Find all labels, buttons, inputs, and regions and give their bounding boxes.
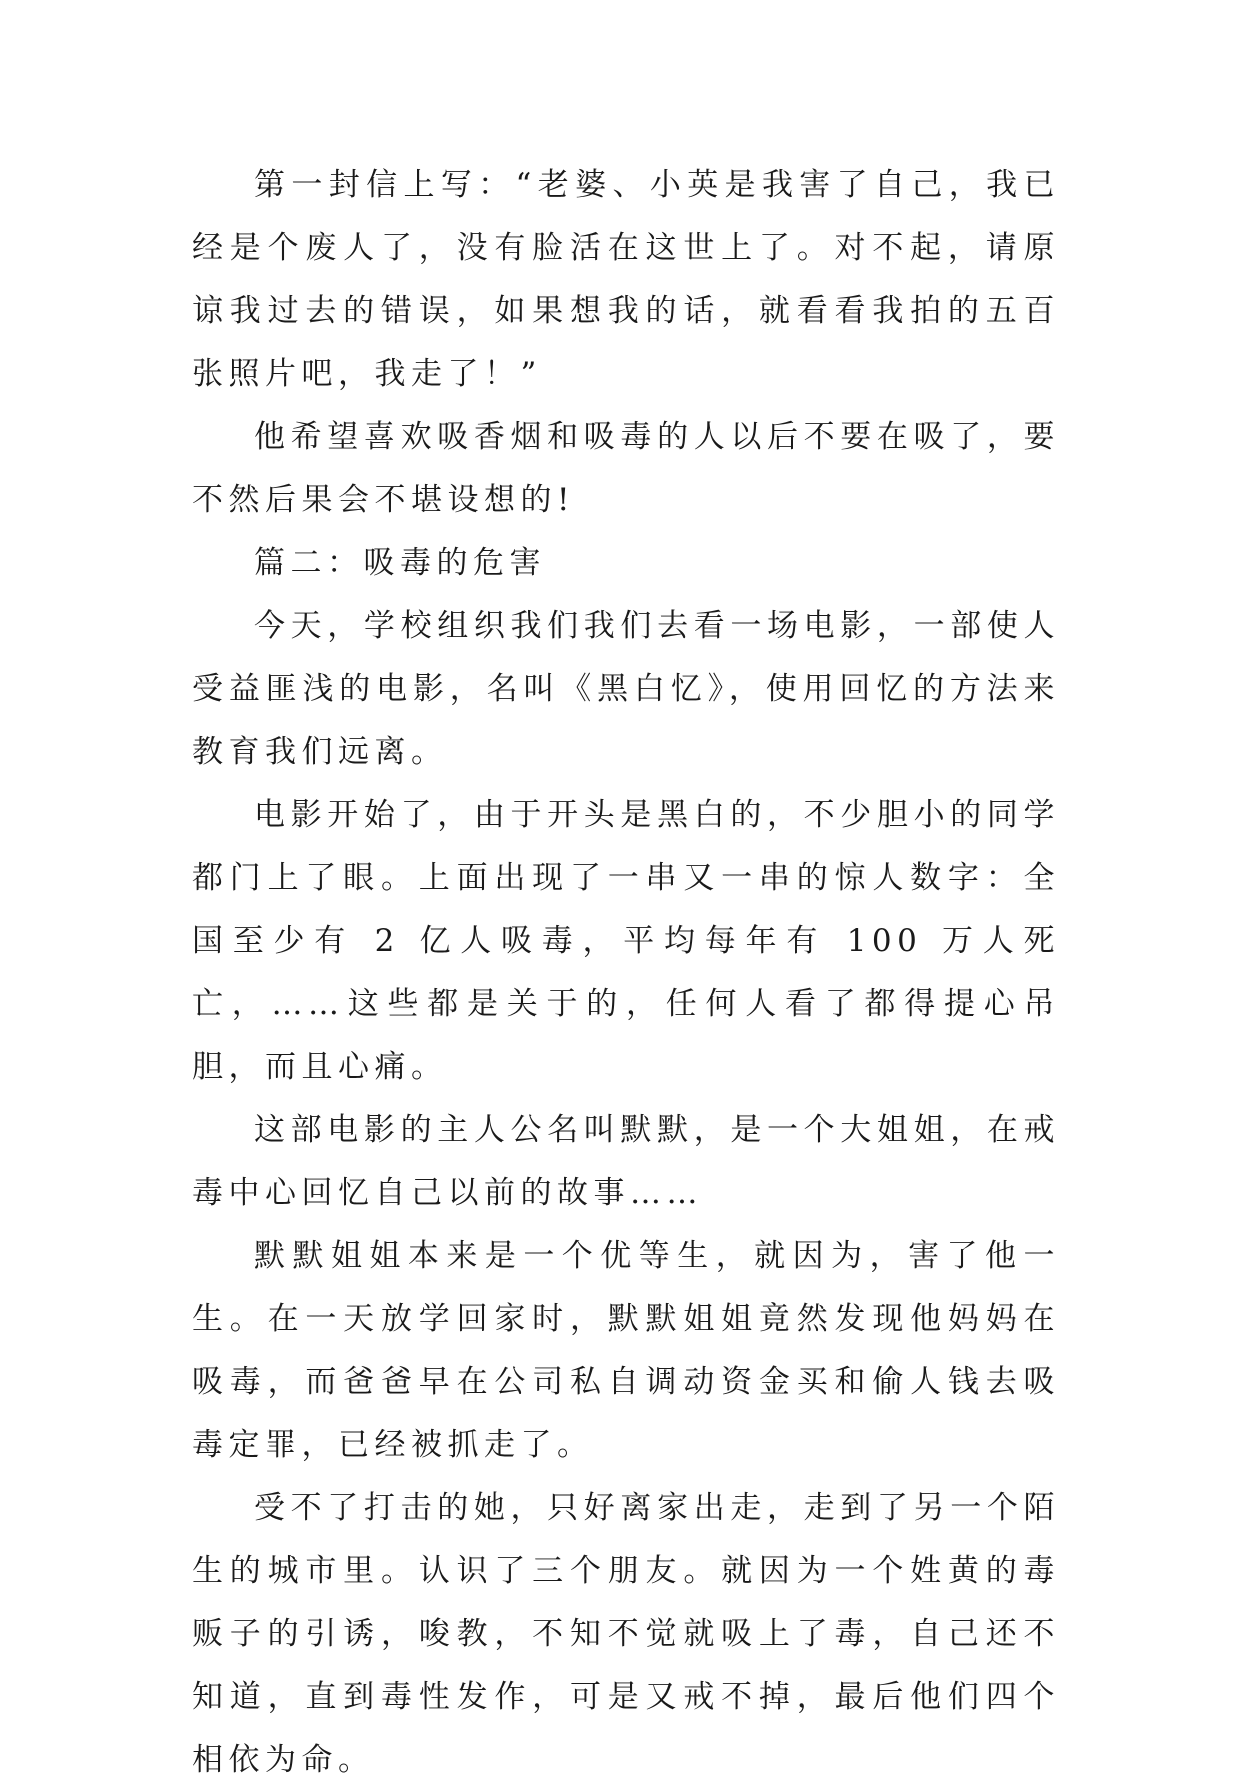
paragraph: 受不了打击的她，只好离家出走，走到了另一个陌生的城市里。认识了三个朋友。就因为一个姓黄的毒贩子的引诱，唆教，不知不觉就吸上了毒，自己还不知道，直到毒性发作，可是又戒不掉，最后他们四个相依为命。 (192, 1490, 1060, 1778)
section-heading: 篇二：吸毒的危害 (254, 545, 546, 581)
paragraph: 今天，学校组织我们我们去看一场电影，一部使人受益匪浅的电影，名叫《黑白忆》，使用回忆的方法来教育我们远离。 (192, 608, 1060, 770)
paragraph: 第一封信上写：“老婆、小英是我害了自己，我已经是个废人了，没有脸活在这世上了。对不起，请原谅我过去的错误，如果想我的话，就看看我拍的五百张照片吧，我走了！” (192, 167, 1060, 392)
document-body (192, 154, 1060, 1792)
paragraph: 这部电影的主人公名叫默默，是一个大姐姐，在戒毒中心回忆自己以前的故事…… (192, 1112, 1060, 1211)
paragraph: 电影开始了，由于开头是黑白的，不少胆小的同学都门上了眼。上面出现了一串又一串的惊人数字：全国至少有 2 亿人吸毒，平均每年有 100 万人死亡，……这些都是关于的，任何人看了都得提心吊胆，而且心痛。 (192, 797, 1060, 1085)
paragraph: 他希望喜欢吸香烟和吸毒的人以后不要在吸了，要不然后果会不堪设想的! (192, 419, 1060, 518)
paragraph: 默默姐姐本来是一个优等生，就因为，害了他一生。在一天放学回家时，默默姐姐竟然发现他妈妈在吸毒，而爸爸早在公司私自调动资金买和偷人钱去吸毒定罪，已经被抓走了。 (192, 1238, 1060, 1463)
